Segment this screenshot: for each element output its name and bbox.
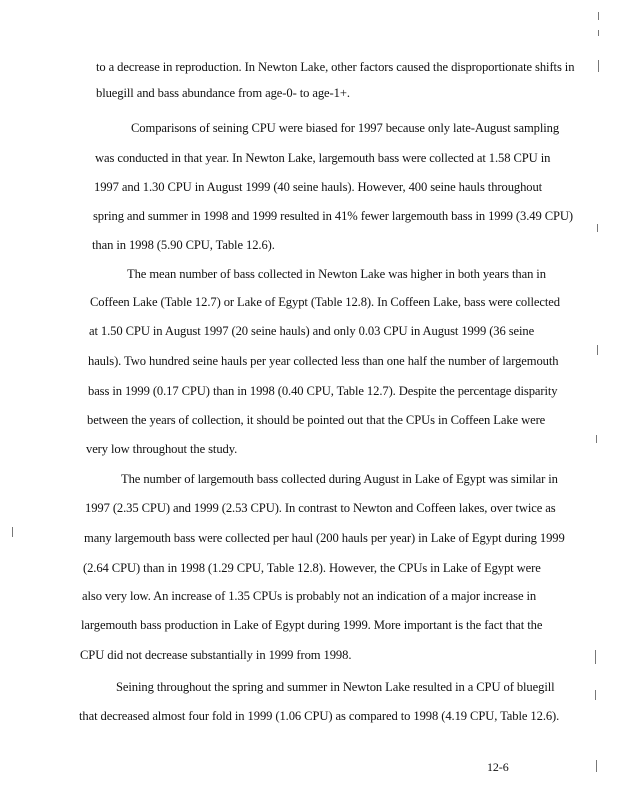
body-text-line: than in 1998 (5.90 CPU, Table 12.6).: [92, 238, 275, 252]
body-text-line: hauls). Two hundred seine hauls per year collected less than one half the number of largemouth: [88, 354, 559, 368]
body-text-line: spring and summer in 1998 and 1999 resulted in 41% fewer largemouth bass in 1999 (3.49 CPU): [93, 209, 574, 223]
scan-artifact: [598, 12, 599, 20]
body-text-line: at 1.50 CPU in August 1997 (20 seine hauls) and only 0.03 CPU in August 1999 (36 seine: [89, 324, 535, 338]
body-text-line: CPU did not decrease substantially in 1999 from 1998.: [80, 648, 352, 662]
body-text-line: also very low. An increase of 1.35 CPUs is probably not an indication of a major increase in: [82, 589, 537, 603]
scan-artifact: [598, 30, 599, 36]
body-text-line: Seining throughout the spring and summer in Newton Lake resulted in a CPU of bluegill: [116, 680, 555, 694]
body-text-line: many largemouth bass were collected per haul (200 hauls per year) in Lake of Egypt during 1999: [84, 531, 565, 545]
body-text-line: bluegill and bass abundance from age-0- to age-1+.: [96, 86, 350, 100]
body-text-line: 1997 (2.35 CPU) and 1999 (2.53 CPU). In contrast to Newton and Coffeen lakes, over twice as: [85, 501, 556, 515]
body-text-line: that decreased almost four fold in 1999 (1.06 CPU) as compared to 1998 (4.19 CPU, Table 12.6).: [79, 709, 560, 723]
body-text-line: (2.64 CPU) than in 1998 (1.29 CPU, Table 12.8). However, the CPUs in Lake of Egypt were: [83, 561, 541, 575]
scan-artifact: [597, 224, 598, 232]
body-text-line: very low throughout the study.: [86, 442, 238, 456]
body-text-line: The mean number of bass collected in Newton Lake was higher in both years than in: [127, 267, 546, 281]
scan-artifact: [12, 527, 13, 537]
scan-artifact: [596, 760, 597, 772]
scan-artifact: [597, 345, 598, 355]
body-text-line: The number of largemouth bass collected during August in Lake of Egypt was similar in: [121, 472, 558, 486]
scan-artifact: [596, 435, 597, 443]
body-text-line: between the years of collection, it should be pointed out that the CPUs in Coffeen Lake were: [87, 413, 546, 427]
body-text-line: bass in 1999 (0.17 CPU) than in 1998 (0.40 CPU, Table 12.7). Despite the percentage disparity: [88, 384, 558, 398]
body-text-line: Coffeen Lake (Table 12.7) or Lake of Egypt (Table 12.8). In Coffeen Lake, bass were collected: [90, 295, 560, 309]
scan-artifact: [598, 60, 599, 72]
scan-artifact: [595, 650, 596, 664]
body-text-line: to a decrease in reproduction. In Newton Lake, other factors caused the disproportionate shifts in: [96, 60, 575, 74]
body-text-line: largemouth bass production in Lake of Egypt during 1999. More important is the fact that the: [81, 618, 543, 632]
scan-artifact: [595, 690, 596, 700]
body-text-line: Comparisons of seining CPU were biased for 1997 because only late-August sampling: [131, 121, 560, 135]
page-number: 12-6: [487, 760, 509, 774]
body-text-line: was conducted in that year. In Newton Lake, largemouth bass were collected at 1.58 CPU in: [95, 151, 551, 165]
body-text-line: 1997 and 1.30 CPU in August 1999 (40 seine hauls). However, 400 seine hauls throughout: [94, 180, 543, 194]
